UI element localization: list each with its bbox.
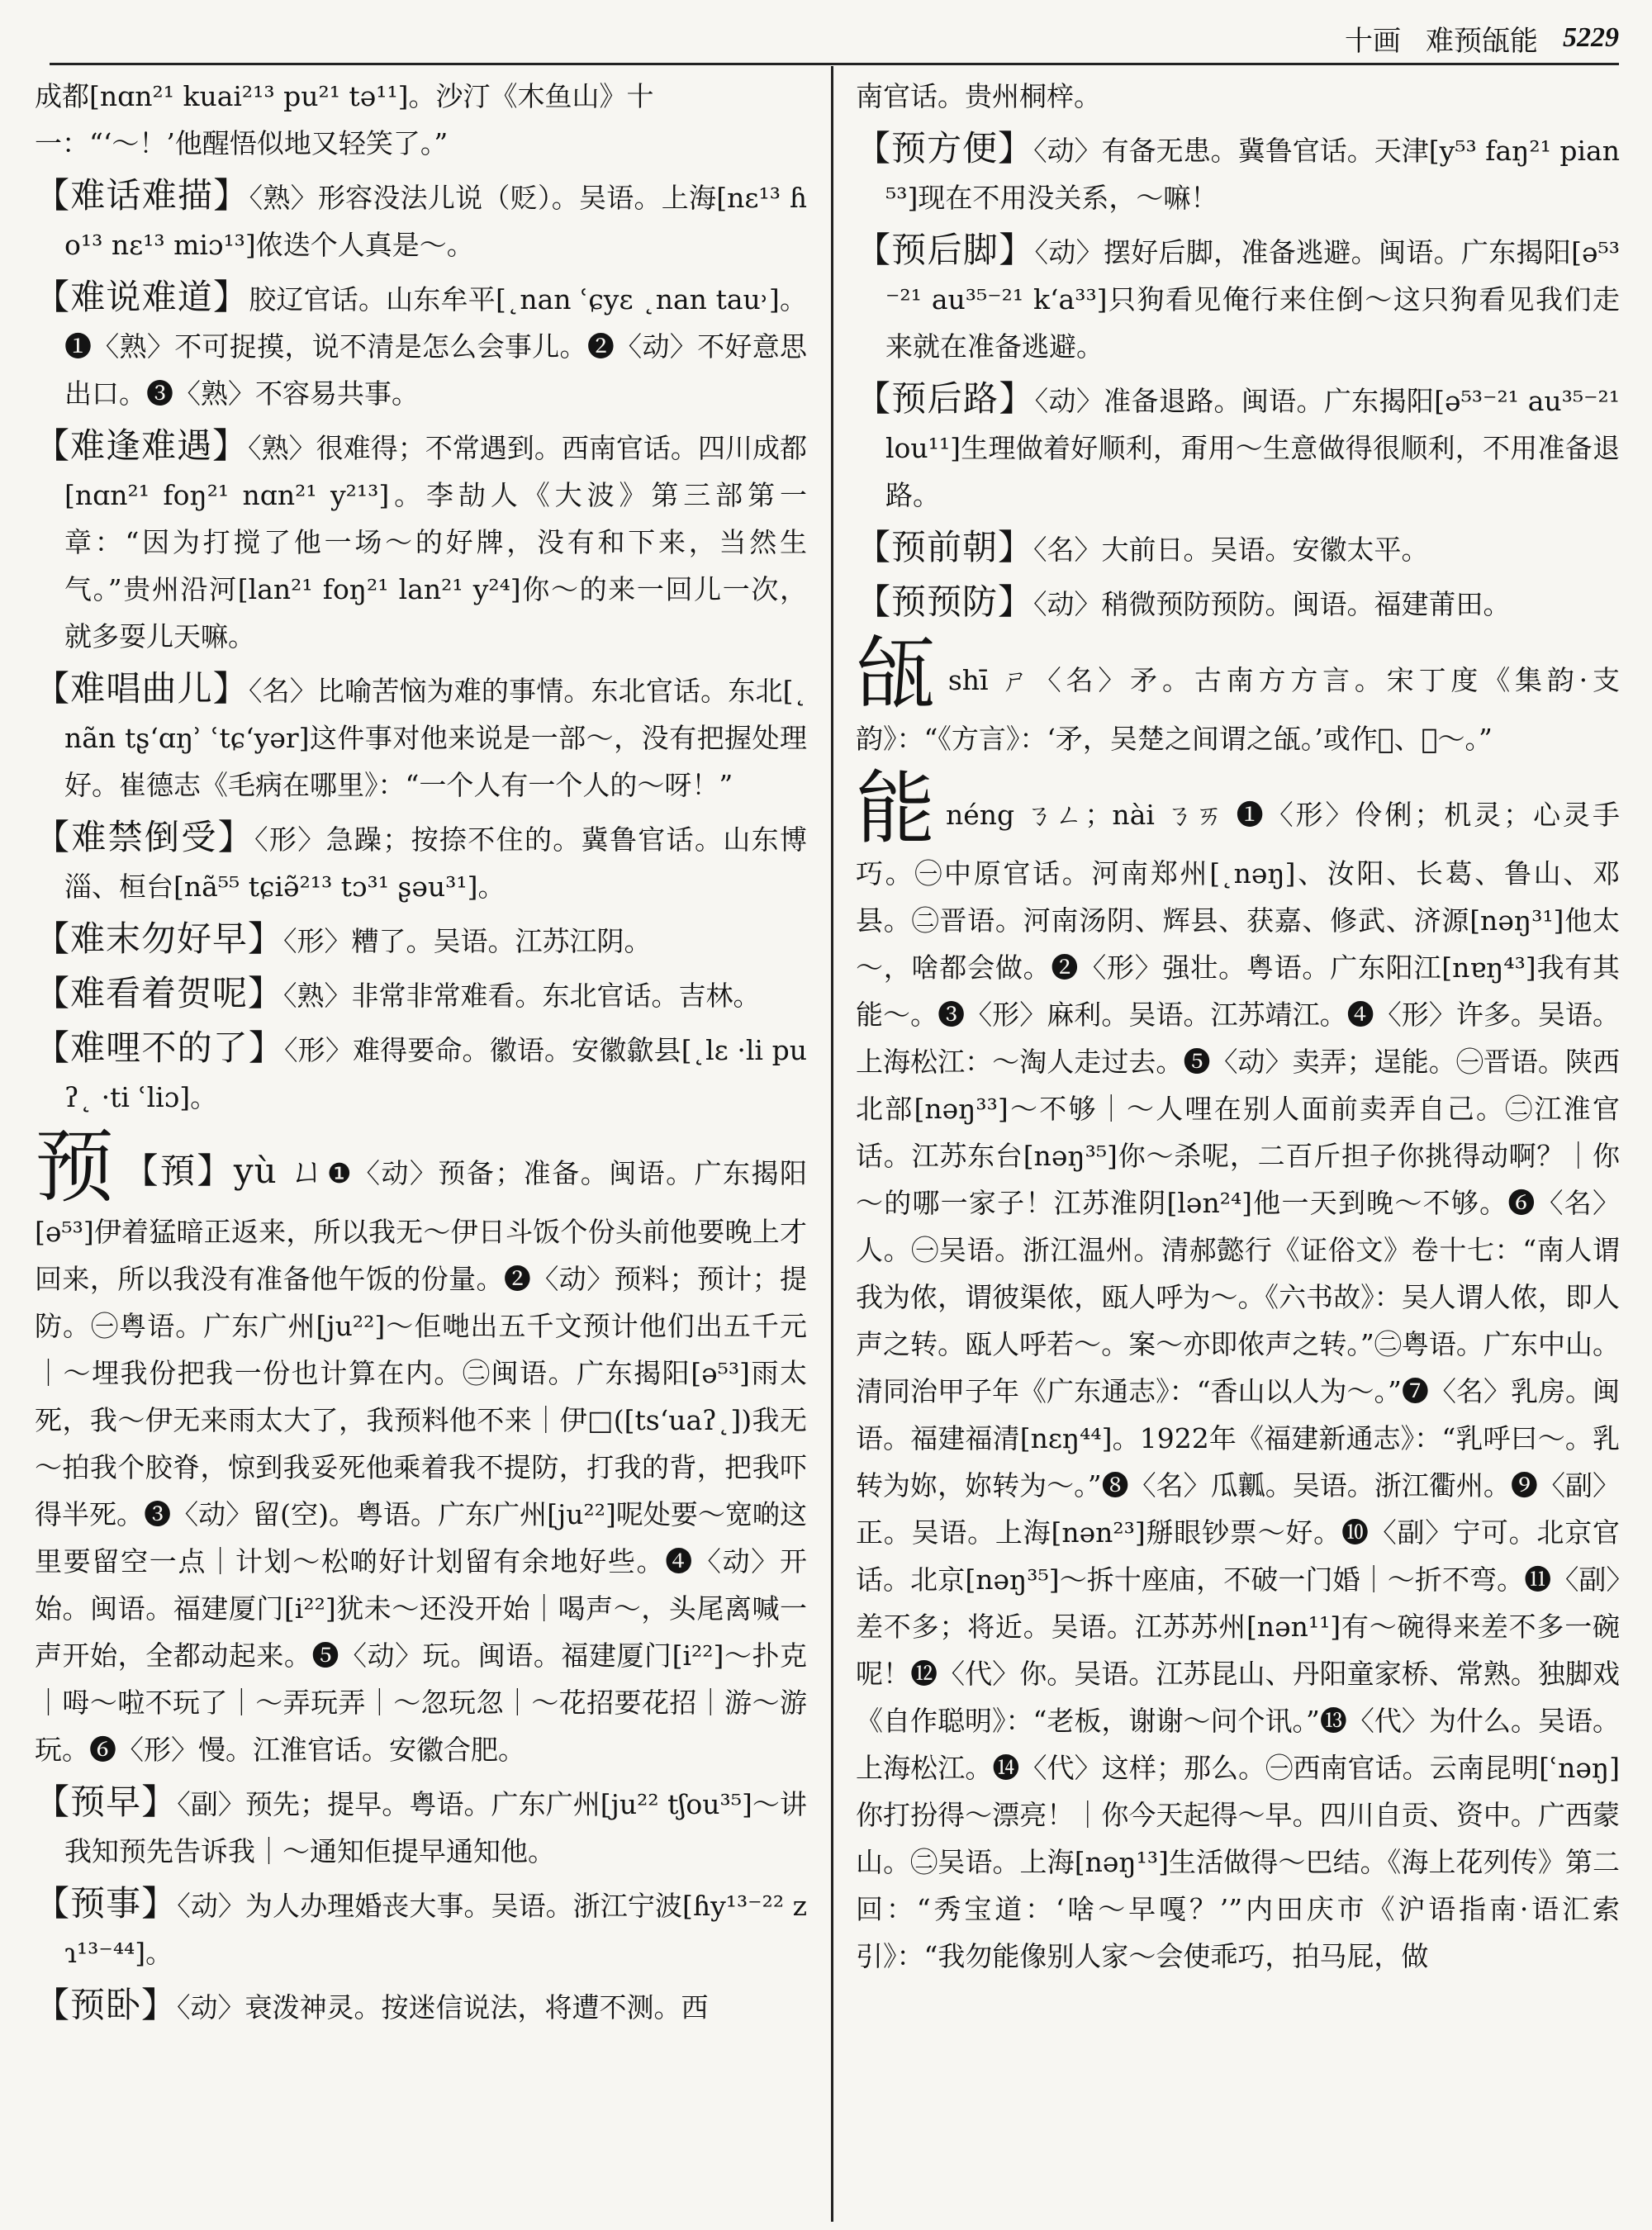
entry-neng (856, 762, 1620, 1980)
headword: 【预预防】 (856, 581, 1034, 622)
traditional-form: 【預】yù ㄩ (123, 1151, 327, 1191)
entry-nanchang (35, 665, 807, 809)
headword: 【难说难道】 (35, 277, 249, 317)
headword: 【难逢难遇】 (35, 425, 249, 466)
left-column (35, 73, 807, 2220)
headword: 【预前朝】 (856, 527, 1034, 567)
header-section: 十画 (1345, 24, 1401, 58)
headword: 【难禁倒受】 (35, 817, 255, 857)
head-character: 预 (35, 1121, 116, 1213)
definition: 〈动〉稍微预防预防。闽语。福建莆田。 (1033, 588, 1511, 620)
headword: 【难看着贺呢】 (35, 973, 284, 1013)
headword: 【难哩不的了】 (35, 1027, 285, 1068)
definition: 〈动〉准备退路。闽语。广东揭阳[ə⁵³⁻²¹ au³⁵⁻²¹ lou¹¹]生理做着好顺利，甭用～生意做得很顺利，不用准备退路。 (885, 385, 1620, 511)
entry-continuation: 成都[nɑn²¹ kuai²¹³ pu²¹ tə¹¹]。沙汀《木鱼山》十一：“‘～！’他醒悟似地又轻笑了。” (35, 80, 654, 159)
head-character: 能 (856, 762, 938, 855)
entry-shi (856, 628, 1620, 762)
headword: 【难话难描】 (35, 175, 249, 216)
headword: 【难唱曲儿】 (35, 668, 249, 709)
definition: 〈形〉急躁；按捺不住的。冀鲁官话。山东博淄、桓台[nã⁵⁵ tɕiə̃²¹³ tɔ³¹ ʂəu³¹]。 (64, 823, 807, 903)
headword: 【预事】 (35, 1883, 178, 1924)
headword: 【预方便】 (856, 128, 1034, 168)
entry-nanjin (35, 814, 807, 910)
entry-nanshuo (35, 273, 807, 417)
entry-yufangbian (856, 125, 1620, 221)
entry-yuhoulu (856, 375, 1620, 519)
header-rule (50, 63, 1619, 65)
definition: 〈名〉比喻苦恼为难的事情。东北官话。东北[˛nãn tʂʻɑŋʾ ʿtɕʻyər]这件事对他来说是一部～，没有把握处理好。崔德志《毛病在哪里》：“一个人有一个人的～呀！” (64, 675, 807, 801)
headword: 【预后脚】 (856, 230, 1035, 270)
header-chars: 难预瓵能 (1426, 24, 1538, 58)
definition: 〈动〉有备无患。冀鲁官话。天津[y⁵³ faŋ²¹ pian⁵³]现在不用没关系，～嘛！ (885, 135, 1620, 214)
definition: 〈熟〉形容没法儿说（贬）。吴语。上海[nɛ¹³ ɦo¹³ nɛ¹³ miɔ¹³]侬迭个人真是～。 (64, 182, 807, 261)
entry-yuwo (35, 1981, 807, 2031)
definition: néng ㄋㄥ；nài ㄋㄞ ❶〈形〉伶俐；机灵；心灵手巧。㊀中原官话。河南郑州[˛nəŋ]、汝阳、长葛、鲁山、邓县。㊁晋语。河南汤阴、辉县、获嘉、修武、济源[nəŋ³¹]他太～，啥都会做。❷〈形〉强壮。粤语。广东阳江[nɐŋ⁴³]我有其能～。❸〈形〉麻利。吴语。江苏靖江。❹〈形〉许多。吴语。上海松江：～淘人走过去。❺〈动〉卖弄；逞能。㊀晋语。陕西北部[nəŋ³³]～不够｜～人哩在别人面前卖弄自己。㊁江淮官话。江苏东台[nəŋ³⁵]你～杀呢，二百斤担子你挑得动啊？｜你～的哪一家子！江苏淮阴[lən²⁴]他一天到晚～不够。❻〈名〉人。㊀吴语。浙江温州。清郝懿行《证俗文》卷十七：“南人谓我为侬，谓彼渠侬，瓯人呼为～。《六书故》：吴人谓人侬，即人声之转。瓯人呼若～。案～亦即侬声之转。”㊁粤语。广东中山。清同治甲子年《广东通志》：“香山以人为～。”❼〈名〉乳房。闽语。福建福清[nɛŋ⁴⁴]。1922年《福建新通志》：“乳呼曰～。乳转为妳，妳转为～。”❽〈名〉瓜瓤。吴语。浙江衢州。❾〈副〉正。吴语。上海[nən²³]掰眼钞票～好。❿〈副〉宁可。北京官话。北京[nəŋ³⁵]～拆十座庙，不破一门婚｜～折不弯。⓫〈副〉差不多；将近。吴语。江苏苏州[nən¹¹]有～碗得来差不多一碗呢！⓬〈代〉你。吴语。江苏昆山、丹阳童家桥、常熟。独脚戏《自作聪明》：“老板，谢谢～问个讯。”⓭〈代〉为什么。吴语。上海松江。⓮〈代〉这样；那么。㊀西南官话。云南昆明[ʿnəŋ]你打扮得～漂亮！｜你今天起得～早。四川自贡、资中。广西蒙山。㊁吴语。上海[nəŋ¹³]生活做得～巴结。《海上花列传》第二回：“秀宝道：‘啥～早嘎？’”内田庆市《沪语指南·语汇索引》：“我勿能像别人家～会使乖巧，拍马屁，做 (856, 799, 1620, 1972)
definition: 〈名〉大前日。吴语。安徽太平。 (1033, 534, 1429, 566)
entry-yu (35, 1121, 807, 1773)
headword: 【预早】 (35, 1782, 178, 1822)
entry-nanhua (35, 172, 807, 268)
page-number: 5229 (1563, 22, 1619, 53)
entry-nankan (35, 970, 807, 1019)
definition: 〈熟〉很难得；不常遇到。西南官话。四川成都[nɑn²¹ foŋ²¹ nɑn²¹ y²¹³]。李劼人《大波》第三部第一章：“因为打搅了他一场～的好牌，没有和下来，当然生气。”贵州沿河[lan²¹ foŋ²¹ lan²¹ y²⁴]你～的来一回儿一次，就多耍儿天嘛。 (64, 432, 807, 652)
definition: 〈副〉预先；提早。粤语。广东广州[ju²² tʃou³⁵]～讲我知预先告诉我｜～通知佢提早通知他。 (64, 1788, 807, 1867)
entry-continuation: 南官话。贵州桐梓。 (856, 80, 1101, 112)
definition: 〈形〉糟了。吴语。江苏江阴。 (283, 925, 652, 957)
entry-nanfeng (35, 422, 807, 660)
entry-yuyufang (856, 578, 1620, 628)
definition: ❶〈动〉预备；准备。闽语。广东揭阳[ə⁵³]伊着猛暗正返来，所以我无～伊日斗饭个份头前他要晚上才回来，所以我没有准备他午饭的份量。❷〈动〉预料；预计；提防。㊀粤语。广东广州[ju²²]～佢哋出五千文预计他们出五千元｜～埋我份把我一份也计算在内。㊁闽语。广东揭阳[ə⁵³]雨太死，我～伊无来雨太大了，我预料他不来｜伊□([tsʻuaʔ˛])我无～拍我个胶脊，惊到我妥死他乘着我不提防，打我的背，把我吓得半死。❸〈动〉留(空)。粤语。广东广州[ju²²]呢处要～宽啲这里要留空一点｜计划～松啲好计划留有余地好些。❹〈动〉开始。闽语。福建厦门[i²²]犹未～还没开始｜喝声～，头尾离喊一声开始，全都动起来。❺〈动〉玩。闽语。福建厦门[i²²]～扑克｜呣～啦不玩了｜～弄玩弄｜～忽玩忽｜～花招要花招｜游～游玩。❻〈形〉慢。江淮官话。安徽合肥。 (35, 1157, 807, 1766)
definition: 〈动〉衰泼神灵。按迷信说法，将遭不测。西 (177, 1991, 709, 2024)
page-header (1140, 13, 1619, 63)
headword: 【预后路】 (856, 378, 1035, 419)
entry-yushi (35, 1880, 807, 1976)
definition: shī ㄕ〈名〉矛。古南方方言。宋丁度《集韵·支韵》：“《方言》：‘矛，吴楚之间谓之瓵。’或作𨪸、𥐕～。” (856, 664, 1620, 755)
definition: 胶辽官话。山东牟平[˛nan ʿɕyɛ ˛nan tau˒]。❶〈熟〉不可捉摸，说不清是怎么会事儿。❷〈动〉不好意思出口。❸〈熟〉不容易共事。 (64, 283, 807, 410)
headword: 【难末勿好早】 (35, 918, 284, 959)
definition: 〈熟〉非常非常难看。东北官话。吉林。 (283, 980, 761, 1012)
definition: 〈动〉摆好后脚，准备逃避。闽语。广东揭阳[ə⁵³⁻²¹ au³⁵⁻²¹ kʻa³³]只狗看见俺行来住倒～这只狗看见我们走来就在准备逃避。 (885, 236, 1620, 363)
headword: 【预卧】 (35, 1985, 178, 2025)
definition: 〈动〉为人办理婚丧大事。吴语。浙江宁波[ɦy¹³⁻²² zɿ¹³⁻⁴⁴]。 (64, 1890, 807, 1969)
column-divider (831, 66, 833, 2222)
head-character: 瓵 (856, 628, 940, 720)
entry-yuqianchao (856, 524, 1620, 573)
definition: 〈形〉难得要命。徽语。安徽歙县[˛lɛ ·li puʔ˛ ·ti ʿliɔ]。 (64, 1034, 807, 1113)
entry-nanli (35, 1024, 807, 1121)
right-column (856, 73, 1620, 2220)
entry-yuhoujiao (856, 226, 1620, 370)
entry-nanmo (35, 915, 807, 965)
entry-yuzao (35, 1778, 807, 1875)
